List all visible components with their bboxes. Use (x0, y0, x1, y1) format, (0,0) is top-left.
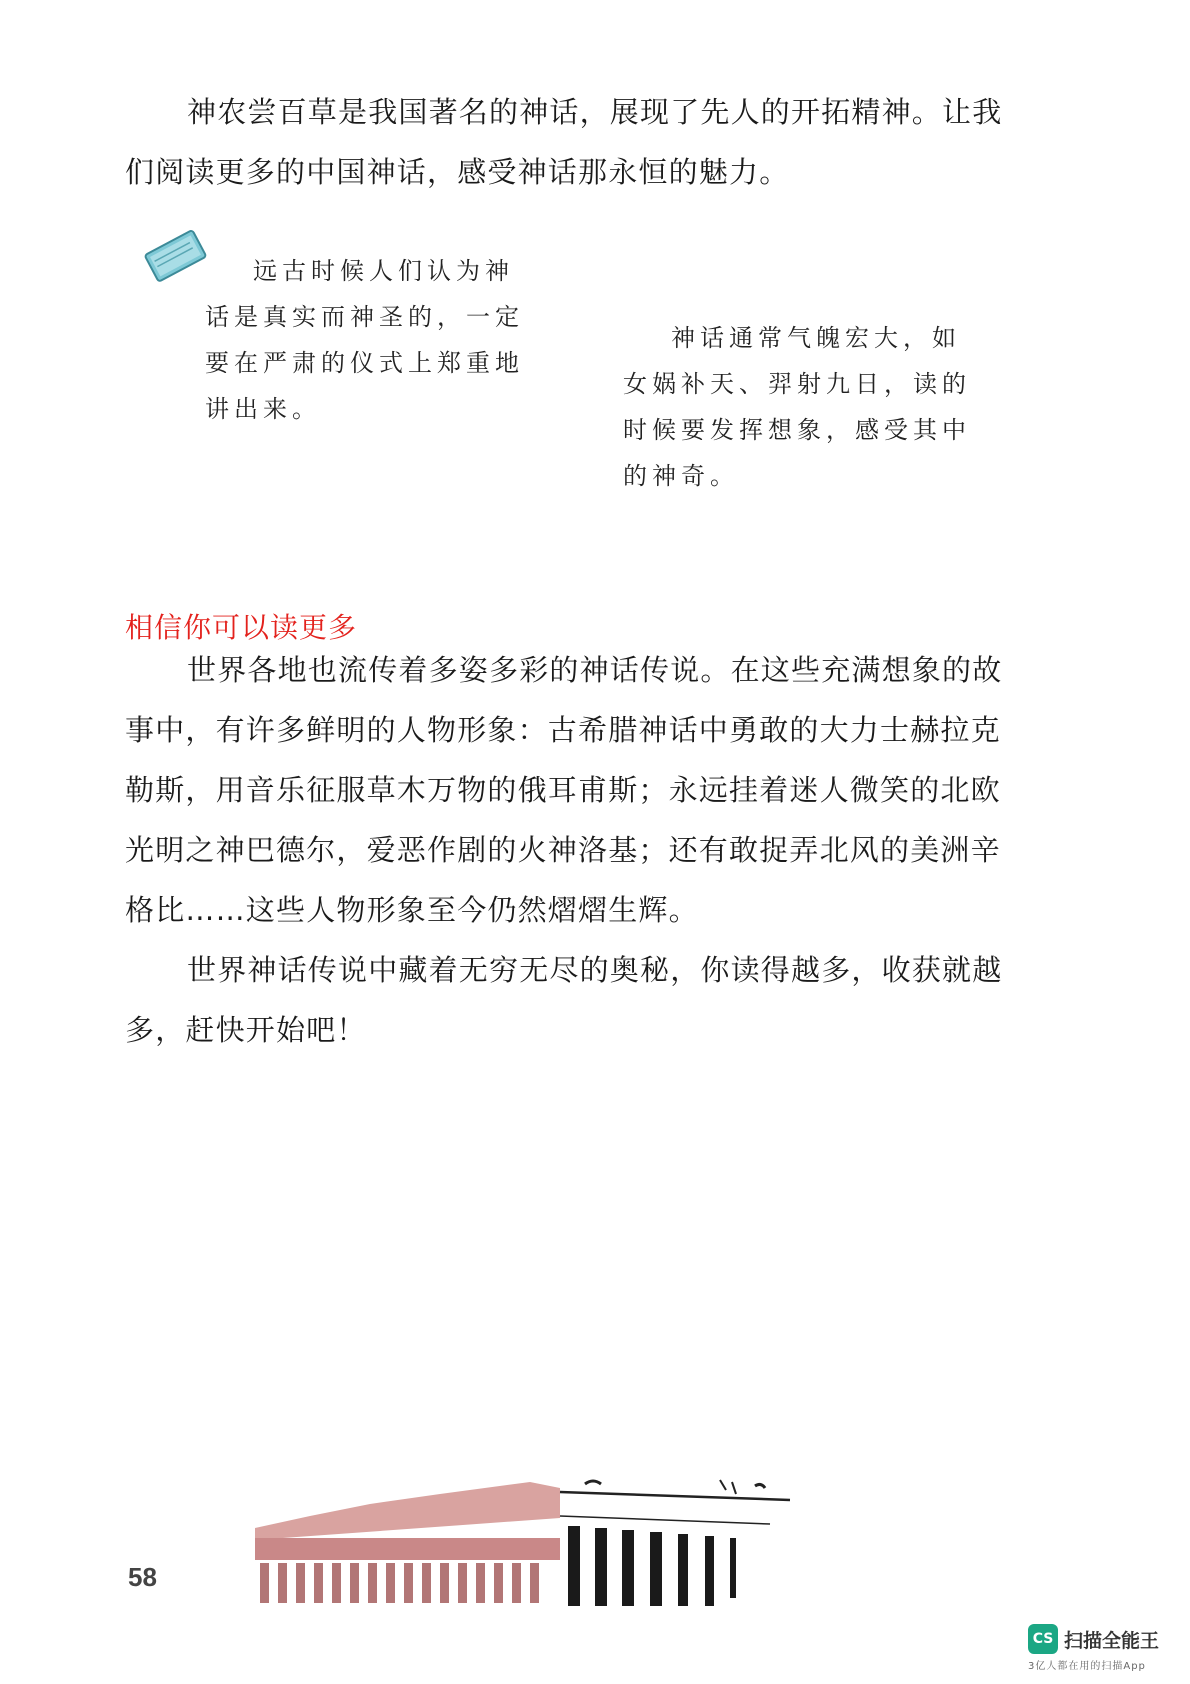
bubble-line: 时候要发挥想象，感受其中 (623, 416, 971, 444)
bubble-line: 神话通常气魄宏大，如 (671, 324, 961, 352)
scanner-watermark (1028, 1624, 1178, 1672)
cs-logo-icon: CS (1028, 1624, 1058, 1654)
body-line: 光明之神巴德尔，爱恶作剧的火神洛基；还有敢捉弄北风的美洲辛 (125, 833, 1001, 867)
body-paragraph-1 (125, 640, 1050, 940)
bubble-line: 的神奇。 (623, 462, 739, 490)
body-line: 世界神话传说中藏着无穷无尽的奥秘，你读得越多，收获就越 (187, 953, 1003, 987)
intro-paragraph (125, 82, 1050, 202)
bubble-line: 远古时候人们认为神 (253, 257, 514, 285)
bubble-left (205, 248, 524, 432)
body-line: 事中，有许多鲜明的人物形象：古希腊神话中勇敢的大力士赫拉克 (125, 713, 1001, 747)
bubble-line: 要在严肃的仪式上郑重地 (205, 349, 524, 377)
intro-line: 神农尝百草是我国著名的神话，展现了先人的开拓精神。让我 (187, 95, 1003, 129)
book-icon (140, 225, 210, 285)
body-line: 世界各地也流传着多姿多彩的神话传说。在这些充满想象的故 (187, 653, 1003, 687)
body-line: 多，赶快开始吧！ (125, 1013, 367, 1047)
page-number: 58 (128, 1562, 157, 1592)
bubble-line: 话是真实而神圣的，一定 (205, 303, 524, 331)
bubble-line: 讲出来。 (205, 395, 321, 423)
watermark-name: 扫描全能王 (1064, 1629, 1160, 1652)
watermark-brand (1028, 1624, 1178, 1654)
intro-line: 们阅读更多的中国神话，感受神话那永恒的魅力。 (125, 155, 790, 189)
bubble-right (623, 315, 971, 499)
body-line: 格比……这些人物形象至今仍然熠熠生辉。 (125, 893, 699, 927)
bubble-line: 女娲补天、羿射九日，读的 (623, 370, 971, 398)
section-heading: 相信你可以读更多 (125, 611, 358, 644)
watermark-tagline: 3亿人都在用的扫描App (1028, 1661, 1146, 1672)
body-paragraph-2 (125, 940, 1050, 1060)
temple-illustration (250, 1468, 810, 1608)
body-line: 勒斯，用音乐征服草木万物的俄耳甫斯；永远挂着迷人微笑的北欧 (125, 773, 1001, 807)
